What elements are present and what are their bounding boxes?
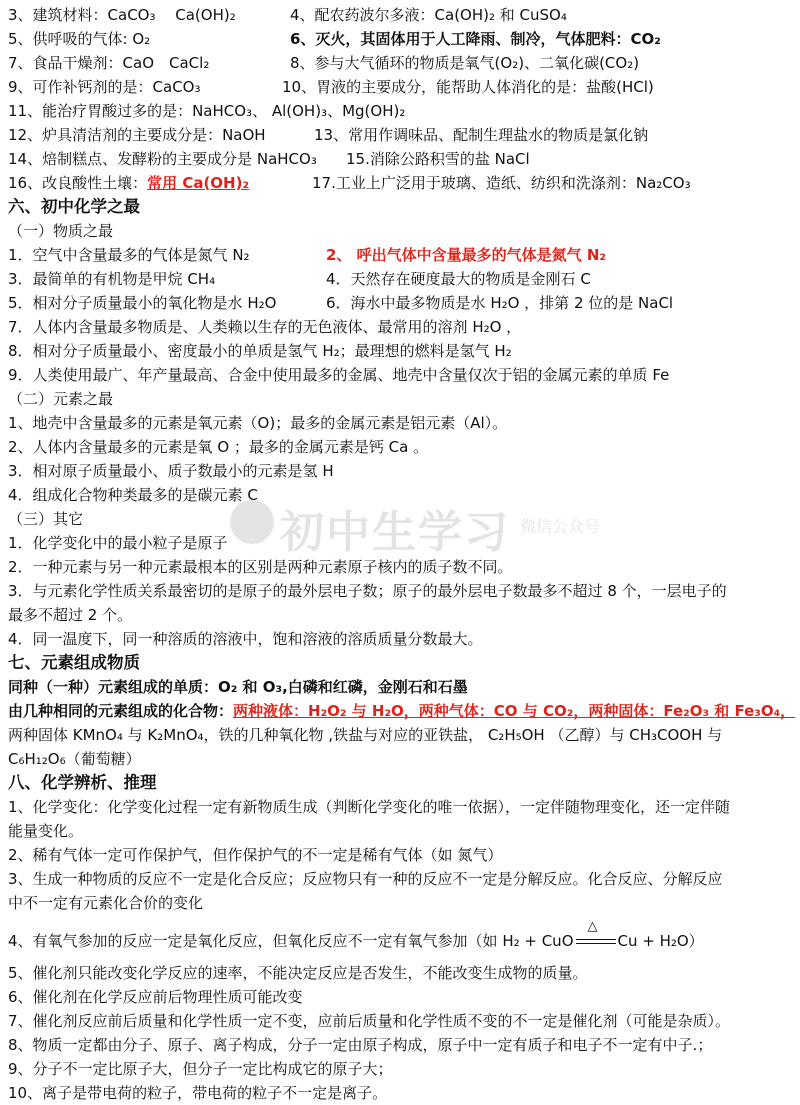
section-heading: 七、元素组成物质 (8, 653, 140, 672)
text-line: 4．天然存在硬度最大的物质是金刚石 C (326, 270, 591, 288)
text-line: 1．空气中含量最多的气体是氮气 N₂ (8, 246, 250, 264)
watermark-title: 初中生学习 (280, 507, 510, 558)
text-line: 4、配农药波尔多液：Ca(OH)₂ 和 CuSO₄ (290, 6, 567, 24)
text-line: 12、炉具清洁剂的主要成分是：NaOH (8, 126, 266, 144)
text-line: 13、常用作调味品、配制生理盐水的物质是氯化钠 (314, 126, 649, 144)
text-line: 最多不超过 2 个。 (8, 606, 133, 624)
text-line: 17.工业上广泛用于玻璃、造纸、纺织和洗涤剂：Na₂CO₃ (312, 174, 691, 192)
text-line: 2、人体内含量最多的元素是氧 O ；最多的金属元素是钙 Ca 。 (8, 438, 429, 456)
text-span: 由几种相同的元素组成的化合物： (8, 702, 234, 720)
text-line: 9、分子不一定比原子大，但分子一定比构成它的原子大； (8, 1060, 393, 1078)
text-line: 9．人类使用最广、年产量最高、合金中使用最多的金属、地壳中含量仅次于铝的金属元素的单质 Fe (8, 366, 670, 384)
text-line: C₆H₁₂O₆（葡萄糖） (8, 750, 141, 768)
text-line: 3、建筑材料：CaCO₃ Ca(OH)₂ (8, 6, 236, 24)
section-heading: 八、化学辨析、推理 (8, 773, 157, 792)
text-line: 11、能治疗胃酸过多的是：NaHCO₃、 Al(OH)₃、Mg(OH)₂ (8, 102, 406, 120)
text-line: 3．最简单的有机物是甲烷 CH₄ (8, 270, 216, 288)
text-line: 10、胃液的主要成分，能帮助人体消化的是：盐酸(HCl) (282, 78, 654, 96)
text-line: 7、催化剂反应前后质量和化学性质一定不变，应前后质量和化学性质不变的不一定是催化剂（可能是杂质）。 (8, 1012, 731, 1030)
text-line: 中不一定有元素化合价的变化 (8, 894, 204, 912)
equals-arrow (576, 939, 616, 944)
text-line: 同种（一种）元素组成的单质：O₂ 和 O₃,白磷和红磷，金刚石和石墨 (8, 678, 468, 696)
text-line: 14、焙制糕点、发酵粉的主要成分是 NaHCO₃ (8, 150, 317, 168)
highlight-text: 常用 Ca(OH)₂ (147, 174, 250, 192)
text-span: Cu + H₂O） (617, 932, 704, 950)
text-line: 7、食品干燥剂：CaO CaCl₂ (8, 54, 210, 72)
text-line: 5、催化剂只能改变化学反应的速率，不能决定反应是否发生，不能改变生成物的质量。 (8, 964, 588, 982)
text-line: 6、催化剂在化学反应前后物理性质可能改变 (8, 988, 303, 1006)
text-line: 1、地壳中含量最多的元素是氧元素（O)；最多的金属元素是铝元素（Al）。 (8, 414, 508, 432)
watermark-logo-icon (230, 500, 274, 544)
text-line: 8、物质一定都由分子、原子、离子构成，分子一定由原子构成，原子中一定有质子和电子不一定有中子.； (8, 1036, 713, 1054)
text-line: 两种固体 KMnO₄ 与 K₂MnO₄，铁的几种氧化物 ,铁盐与对应的亚铁盐， C₂H₅OH （乙醇）与 CH₃COOH 与 (8, 726, 723, 744)
text-span: 4、有氧气参加的反应一定是氧化反应，但氧化反应不一定有氧气参加（如 H₂ + CuO (8, 932, 574, 950)
text-line: 3．与元素化学性质关系最密切的是原子的最外层电子数；原子的最外层电子数最多不超过 8 个，一层电子的 (8, 582, 727, 600)
text-line: 6．海水中最多物质是水 H₂O ，排第 2 位的是 NaCl (326, 294, 674, 312)
text-line: 能量变化。 (8, 822, 84, 840)
text-span: 16、改良酸性土壤： (8, 174, 148, 192)
watermark-subtitle: 微信公众号 (520, 517, 601, 536)
text-line (8, 172, 249, 194)
subsection-heading: （一）物质之最 (8, 222, 114, 240)
reaction-condition (574, 919, 618, 952)
subsection-heading: （二）元素之最 (8, 390, 114, 408)
text-line: 5、供呼吸的气体: O₂ (8, 30, 151, 48)
text-line (8, 919, 704, 952)
heat-symbol: △ (587, 919, 598, 934)
text-line: 2．一种元素与另一种元素最根本的区别是两种元素原子核内的质子数不同。 (8, 558, 513, 576)
text-line: 4．同一温度下，同一种溶质的溶液中，饱和溶液的溶质质量分数最大。 (8, 630, 483, 648)
text-line: 10、离子是带电荷的粒子，带电荷的粒子不一定是离子。 (8, 1084, 388, 1102)
subsection-heading: （三）其它 (8, 510, 84, 528)
text-line: 5．相对分子质量最小的氧化物是水 H₂O (8, 294, 277, 312)
text-line: 9、可作补钙剂的是：CaCO₃ (8, 78, 201, 96)
text-line: 4．组成化合物种类最多的是碳元素 C (8, 486, 258, 504)
text-line: 2、稀有气体一定可作保护气，但作保护气的不一定是稀有气体（如 氮气） (8, 846, 503, 864)
text-line: 6、灭火，其固体用于人工降雨、制冷，气体肥料：CO₂ (290, 30, 661, 48)
text-line: 1、化学变化：化学变化过程一定有新物质生成（判断化学变化的唯一依据），一定伴随物理变化，还一定伴随 (8, 798, 731, 816)
section-heading: 六、初中化学之最 (8, 197, 140, 216)
text-line: 15.消除公路积雪的盐 NaCl (346, 150, 530, 168)
text-line: 8．相对分子质量最小、密度最小的单质是氢气 H₂；最理想的燃料是氢气 H₂ (8, 342, 512, 360)
text-line (8, 700, 795, 722)
text-line: 7．人体内含量最多物质是、人类赖以生存的无色液体、最常用的溶剂 H₂O ， (8, 318, 522, 336)
highlight-text: 两种液体：H₂O₂ 与 H₂O，两种气体：CO 与 CO₂，两种固体：Fe₂O₃ 和 Fe₃O₄， (233, 702, 796, 720)
text-line: 2、 呼出气体中含量最多的气体是氮气 N₂ (326, 246, 607, 264)
text-line: 3、生成一种物质的反应不一定是化合反应；反应物只有一种的反应不一定是分解反应。化合反应、分解反应 (8, 870, 723, 888)
text-line: 8、参与大气循环的物质是氧气(O₂)、二氧化碳(CO₂) (290, 54, 640, 72)
text-line: 1．化学变化中的最小粒子是原子 (8, 534, 228, 552)
text-line: 3．相对原子质量最小、质子数最小的元素是氢 H (8, 462, 334, 480)
